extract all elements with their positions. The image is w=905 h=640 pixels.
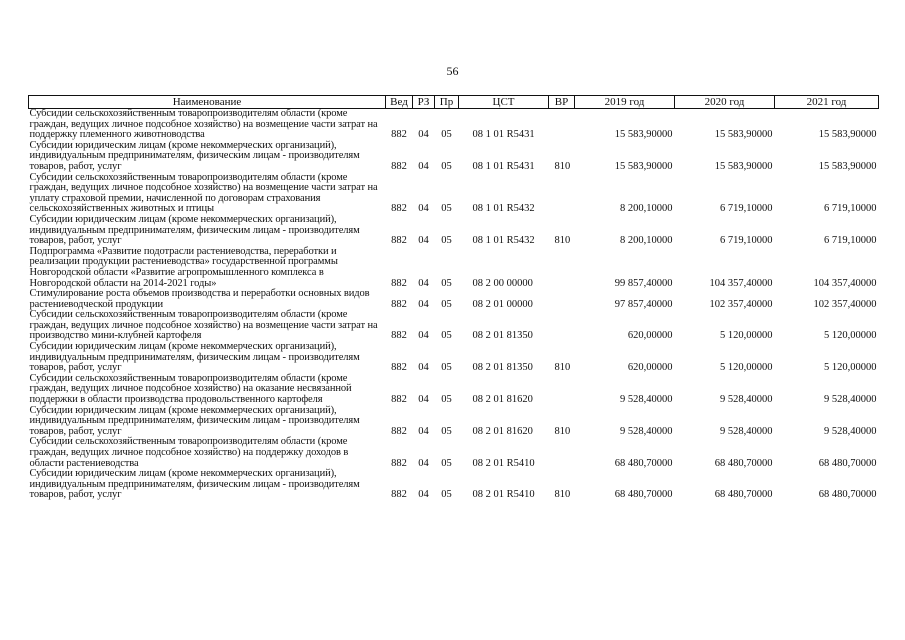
row-amount-2021: 15 583,90000 — [818, 129, 877, 141]
row-name: Субсидии сельскохозяйственным товаропроизводителям области (кроме граждан, ведущих личное подсобное хозяйство) на возмещение части затрат на поддержку племенного животноводства — [29, 108, 378, 141]
row-name: Подпрограмма «Развитие подотрасли растениеводства, переработки и реализации продукции растениеводства» государственной программы Новгородской области «Развитие агропромышленного комплекса в Новгородской области на 2014-2021 годы» — [29, 245, 338, 289]
row-amount-2019: 620,00000 — [627, 362, 673, 374]
row-ved: 882 — [391, 235, 407, 247]
row-ved: 882 — [391, 489, 407, 501]
table-row — [29, 406, 879, 438]
row-amount-2019: 15 583,90000 — [614, 160, 673, 172]
row-rz: 04 — [418, 362, 429, 374]
row-rz: 04 — [418, 394, 429, 406]
row-amount-2019: 68 480,70000 — [614, 457, 673, 469]
row-amount-2019: 15 583,90000 — [614, 129, 673, 141]
row-ved: 882 — [391, 394, 407, 406]
row-name: Субсидии юридическим лицам (кроме некоммерческих организаций), индивидуальным предпринимателям, физическим лицам - производителям товаров, работ, услуг — [29, 468, 360, 501]
row-pr: 05 — [441, 235, 452, 247]
row-cst: 08 1 01 R5432 — [472, 235, 535, 247]
row-amount-2020: 68 480,70000 — [714, 489, 773, 501]
table-row — [29, 469, 879, 501]
row-amount-2021: 5 120,00000 — [824, 362, 877, 374]
row-amount-2021: 68 480,70000 — [818, 489, 877, 501]
row-cst: 08 2 01 R5410 — [472, 457, 535, 469]
row-amount-2019: 9 528,40000 — [620, 394, 673, 406]
row-name: Стимулирование роста объемов производства и переработки основных видов растениеводческой продукции — [29, 288, 370, 310]
col-header-2019: 2019 год — [575, 96, 675, 109]
row-name: Субсидии юридическим лицам (кроме некоммерческих организаций), индивидуальным предпринимателям, физическим лицам - производителям товаров, работ, услуг — [29, 139, 360, 172]
row-amount-2020: 102 357,40000 — [709, 298, 773, 310]
row-vr — [549, 289, 575, 310]
col-header-2020: 2020 год — [675, 96, 775, 109]
row-rz: 04 — [418, 277, 429, 289]
row-name: Субсидии юридическим лицам (кроме некоммерческих организаций), индивидуальным предпринимателям, физическим лицам - производителям товаров, работ, услуг — [29, 341, 360, 374]
row-ved: 882 — [391, 330, 407, 342]
budget-table — [28, 95, 879, 501]
row-ved: 882 — [391, 277, 407, 289]
table-row — [29, 342, 879, 374]
row-name: Субсидии сельскохозяйственным товаропроизводителям области (кроме граждан, ведущих личное подсобное хозяйство) на возмещение части затрат на уплату страховой премии, начисленной по договорам страхования сельскохозяйственных животных и птицы — [29, 171, 378, 215]
col-header-rz: РЗ — [413, 96, 435, 109]
col-header-name: Наименование — [29, 96, 386, 109]
row-pr: 05 — [441, 330, 452, 342]
row-pr: 05 — [441, 489, 452, 501]
row-amount-2021: 104 357,40000 — [813, 277, 877, 289]
row-cst: 08 2 01 81620 — [472, 425, 533, 437]
row-amount-2020: 5 120,00000 — [720, 330, 773, 342]
row-amount-2020: 68 480,70000 — [714, 457, 773, 469]
col-header-cst: ЦСТ — [459, 96, 549, 109]
row-cst: 08 2 01 81350 — [472, 330, 533, 342]
row-pr: 05 — [441, 298, 452, 310]
row-vr: 810 — [554, 489, 571, 501]
row-rz: 04 — [418, 160, 429, 172]
row-cst: 08 2 01 R5410 — [472, 489, 535, 501]
table-row — [29, 215, 879, 247]
row-amount-2020: 15 583,90000 — [714, 160, 773, 172]
row-amount-2021: 9 528,40000 — [824, 425, 877, 437]
row-pr: 05 — [441, 203, 452, 215]
row-ved: 882 — [391, 362, 407, 374]
row-name: Субсидии юридическим лицам (кроме некоммерческих организаций), индивидуальным предпринимателям, физическим лицам - производителям товаров, работ, услуг — [29, 404, 360, 437]
col-header-pr: Пр — [435, 96, 459, 109]
row-amount-2021: 15 583,90000 — [818, 160, 877, 172]
row-vr: 810 — [554, 425, 571, 437]
row-name: Субсидии сельскохозяйственным товаропроизводителям области (кроме граждан, ведущих личное подсобное хозяйство) на оказание несвязанной поддержки в области производства продовольственного картофеля — [29, 372, 352, 406]
row-cst: 08 2 01 81350 — [472, 362, 533, 374]
row-rz: 04 — [418, 235, 429, 247]
table-row — [29, 109, 879, 141]
row-pr: 05 — [441, 457, 452, 469]
row-ved: 882 — [391, 425, 407, 437]
row-ved: 882 — [391, 457, 407, 469]
row-rz: 04 — [418, 425, 429, 437]
row-amount-2020: 9 528,40000 — [720, 425, 773, 437]
row-cst: 08 1 01 R5431 — [472, 160, 535, 172]
row-rz: 04 — [418, 457, 429, 469]
page-number: 56 — [446, 64, 459, 78]
row-amount-2021: 5 120,00000 — [824, 330, 877, 342]
row-amount-2021: 6 719,10000 — [824, 235, 877, 247]
table-row — [29, 437, 879, 469]
row-pr: 05 — [441, 394, 452, 406]
row-vr — [549, 374, 575, 406]
row-cst: 08 2 01 81620 — [472, 394, 533, 406]
table-row — [29, 374, 879, 406]
row-amount-2019: 68 480,70000 — [614, 489, 673, 501]
row-vr — [549, 173, 575, 215]
row-pr: 05 — [441, 425, 452, 437]
row-vr — [549, 109, 575, 141]
row-amount-2021: 6 719,10000 — [824, 203, 877, 215]
row-amount-2019: 8 200,10000 — [620, 203, 673, 215]
row-vr — [549, 247, 575, 289]
row-rz: 04 — [418, 298, 429, 310]
row-ved: 882 — [391, 129, 407, 141]
row-name: Субсидии юридическим лицам (кроме некоммерческих организаций), индивидуальным предпринимателям, физическим лицам - производителям товаров, работ, услуг — [29, 213, 360, 247]
row-ved: 882 — [391, 203, 407, 215]
row-rz: 04 — [418, 203, 429, 215]
row-amount-2020: 5 120,00000 — [720, 362, 773, 374]
table-body — [29, 109, 879, 501]
row-amount-2020: 6 719,10000 — [720, 203, 773, 215]
row-amount-2019: 620,00000 — [627, 330, 673, 342]
row-vr: 810 — [554, 160, 571, 172]
table-row — [29, 173, 879, 215]
row-amount-2020: 15 583,90000 — [714, 129, 773, 141]
row-vr — [549, 310, 575, 342]
row-amount-2021: 9 528,40000 — [824, 394, 877, 406]
row-amount-2021: 102 357,40000 — [813, 298, 877, 310]
row-pr: 05 — [441, 362, 452, 374]
row-vr: 810 — [554, 235, 571, 247]
row-amount-2019: 9 528,40000 — [620, 425, 673, 437]
table-row — [29, 310, 879, 342]
row-name: Субсидии сельскохозяйственным товаропроизводителям области (кроме граждан, ведущих личное подсобное хозяйство) на поддержку доходов в области растениеводства — [29, 436, 349, 469]
row-ved: 882 — [391, 160, 407, 172]
row-amount-2021: 68 480,70000 — [818, 457, 877, 469]
col-header-2021: 2021 год — [775, 96, 879, 109]
row-rz: 04 — [418, 489, 429, 501]
col-header-ved: Вед — [386, 96, 413, 109]
row-amount-2020: 104 357,40000 — [709, 277, 773, 289]
row-pr: 05 — [441, 160, 452, 172]
row-rz: 04 — [418, 129, 429, 141]
table-header-row — [29, 96, 879, 109]
row-amount-2019: 8 200,10000 — [620, 235, 673, 247]
row-pr: 05 — [441, 129, 452, 141]
row-amount-2020: 6 719,10000 — [720, 235, 773, 247]
row-pr: 05 — [441, 277, 452, 289]
col-header-vr: ВР — [549, 96, 575, 109]
row-cst: 08 2 01 00000 — [472, 298, 533, 310]
row-cst: 08 1 01 R5431 — [472, 129, 535, 141]
row-rz: 04 — [418, 330, 429, 342]
row-cst: 08 1 01 R5432 — [472, 203, 535, 215]
row-name: Субсидии сельскохозяйственным товаропроизводителям области (кроме граждан, ведущих личное подсобное хозяйство) на возмещение части затрат на производство мини-клубней картофеля — [29, 309, 378, 342]
table-row — [29, 289, 879, 310]
row-vr: 810 — [554, 362, 571, 374]
row-cst: 08 2 00 00000 — [472, 277, 533, 289]
table-row — [29, 247, 879, 289]
row-ved: 882 — [391, 298, 407, 310]
row-amount-2019: 97 857,40000 — [614, 298, 673, 310]
row-amount-2019: 99 857,40000 — [614, 277, 673, 289]
row-vr — [549, 437, 575, 469]
row-amount-2020: 9 528,40000 — [720, 394, 773, 406]
table-row — [29, 141, 879, 173]
